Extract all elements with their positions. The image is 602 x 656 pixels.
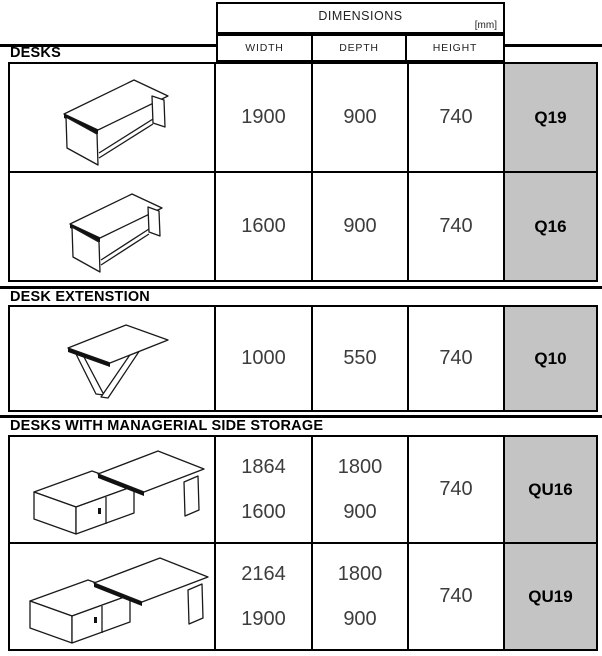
product-code: QU16: [528, 479, 573, 499]
product-code: Q19: [534, 107, 567, 127]
product-code: Q16: [534, 216, 567, 236]
dimensions-header-box: [216, 2, 505, 34]
table-row: [10, 307, 596, 410]
column-header-width: WIDTH: [218, 36, 313, 60]
height-cell: [409, 307, 505, 410]
desk-extension-illustration: [10, 310, 214, 408]
product-code-cell: [505, 437, 596, 542]
section-title-desks: DESKS: [10, 45, 61, 61]
width-value: 1864: [241, 455, 286, 478]
table-row: [10, 544, 596, 649]
managerial-desk-illustration-cell: [10, 544, 216, 649]
height-value: 740: [439, 215, 473, 237]
width-cell: [216, 64, 313, 171]
managerial-desk-illustration: [10, 547, 214, 647]
depth-cell: [313, 64, 409, 171]
product-code-cell: [505, 307, 596, 410]
table-row: [10, 64, 596, 173]
depth-cell: [313, 544, 409, 649]
desks-table: [8, 62, 598, 282]
product-code-cell: [505, 173, 596, 280]
desk-illustration: [10, 68, 214, 168]
depth-cell: [313, 307, 409, 410]
height-value: 740: [439, 585, 473, 607]
depth-value: 550: [343, 347, 377, 369]
depth-value: 1800: [337, 455, 383, 478]
width-value: 1900: [241, 607, 286, 630]
product-code-cell: [505, 64, 596, 171]
desk-illustration: [10, 177, 214, 277]
width-value: 2164: [241, 562, 286, 585]
desk-illustration-cell: [10, 64, 216, 171]
width-value: 1000: [241, 347, 286, 369]
height-cell: [409, 64, 505, 171]
desk-illustration-cell: [10, 173, 216, 280]
depth-cell: [313, 437, 409, 542]
depth-value: 900: [343, 215, 377, 237]
depth-value: 900: [343, 106, 377, 128]
height-value: 740: [439, 478, 473, 500]
table-row: [10, 437, 596, 544]
desk-extension-illustration-cell: [10, 307, 216, 410]
width-cell: [216, 437, 313, 542]
width-value: 1600: [241, 500, 286, 523]
depth-cell: [313, 173, 409, 280]
unit-label: [mm]: [474, 20, 497, 31]
column-header-depth: DEPTH: [313, 36, 407, 60]
column-header-height: HEIGHT: [407, 36, 503, 60]
product-code-cell: [505, 544, 596, 649]
width-cell: [216, 544, 313, 649]
managerial-desks-table: [8, 435, 598, 651]
product-code: Q10: [534, 348, 567, 368]
depth-value: 1800: [337, 562, 383, 585]
dimensions-label: DIMENSIONS: [318, 9, 403, 23]
table-row: [10, 173, 596, 280]
depth-value: 900: [343, 500, 377, 523]
section-title-managerial-desks: DESKS WITH MANAGERIAL SIDE STORAGE: [10, 418, 324, 434]
height-cell: [409, 437, 505, 542]
section-title-desk-extension: DESK EXTENSTION: [10, 289, 150, 305]
managerial-desk-illustration: [10, 440, 214, 540]
height-value: 740: [439, 106, 473, 128]
product-code: QU19: [528, 586, 573, 606]
width-cell: [216, 307, 313, 410]
height-cell: [409, 173, 505, 280]
desk-extension-table: [8, 305, 598, 412]
depth-value: 900: [343, 607, 377, 630]
height-cell: [409, 544, 505, 649]
managerial-desk-illustration-cell: [10, 437, 216, 542]
width-cell: [216, 173, 313, 280]
height-value: 740: [439, 347, 473, 369]
column-header-row: [216, 34, 505, 62]
width-value: 1600: [241, 215, 286, 237]
width-value: 1900: [241, 106, 286, 128]
